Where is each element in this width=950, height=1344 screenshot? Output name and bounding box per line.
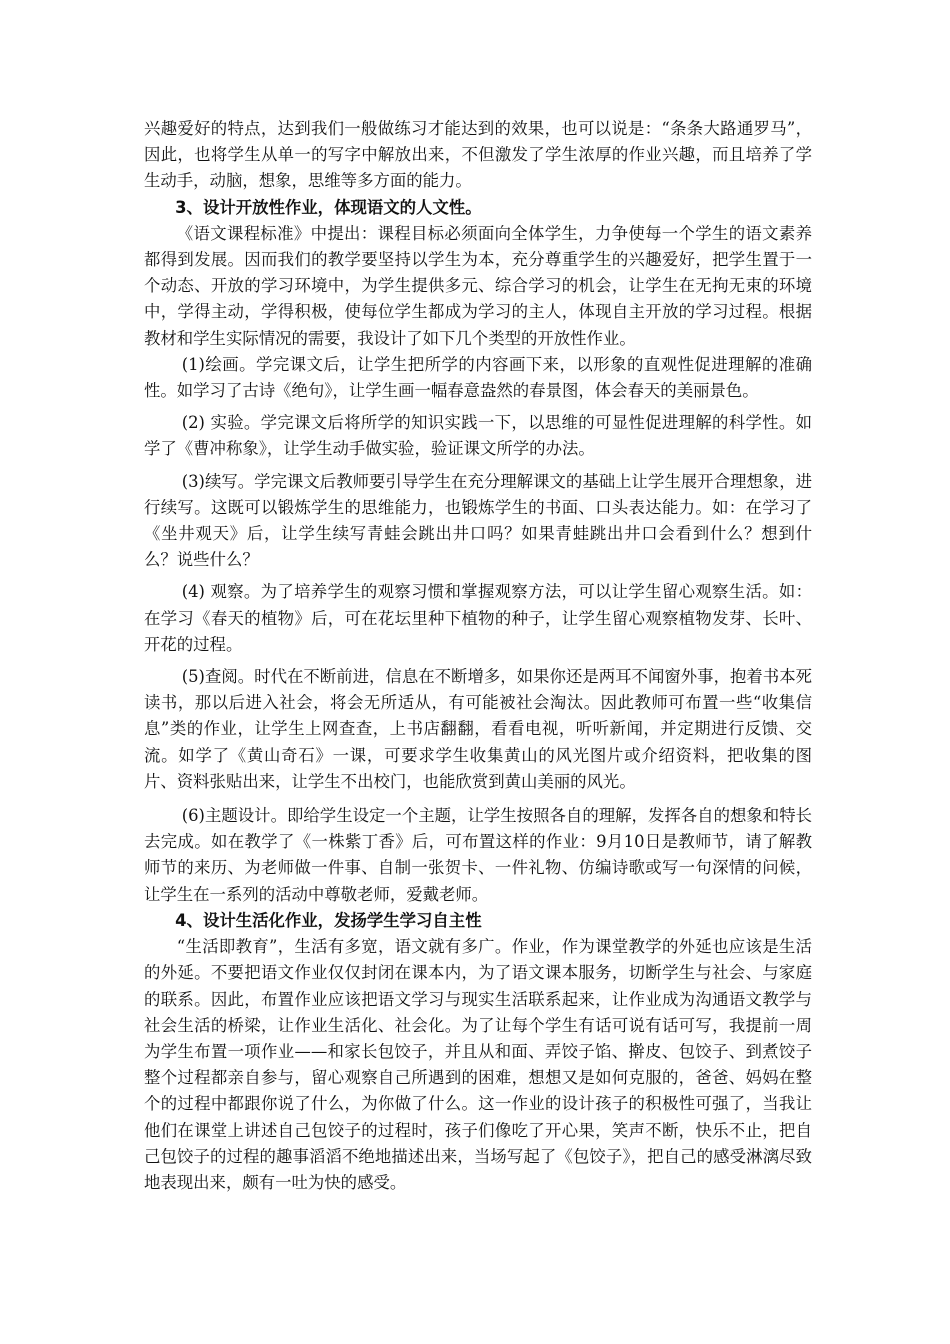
list-item-experiment: (2) 实验。学完课文后将所学的知识实践一下，以思维的可显性促进理解的科学性。如学了《曹冲称象》，让学生动手做实验，验证课文所学的办法。: [144, 413, 812, 459]
paragraph-life-homework: “生活即教育”，生活有多宽，语文就有多广。作业，作为课堂教学的外延也应该是生活的外延。不要把语文作业仅仅封闭在课本内，为了语文课本服务，切断学生与社会、与家庭的联系。因此，布置作业应该把语文学习与现实生活联系起来，让作业成为沟通语文教学与社会生活的桥梁，让作业生活化、社会化。为了让每个学生有话可说有话可写，我提前一周为学生布置一项作业——和家长包饺子，并且从和面、弄饺子馅、擀皮、包饺子、到煮饺子整个过程都亲自参与，留心观察自己所遇到的困难，想想又是如何克服的，爸爸、妈妈在整个的过程中都跟你说了什么，为你做了什么。这一作业的设计孩子的积极性可强了，当我让他们在课堂上讲述自己包饺子的过程时，孩子们像吃了开心果，笑声不断，快乐不止，把自己包饺子的过程的趣事滔滔不绝地描述出来，当场写起了《包饺子》，把自己的感受淋漓尽致地表现出来，颇有一吐为快的感受。: [144, 937, 812, 1192]
list-item-research: (5)查阅。时代在不断前进，信息在不断增多，如果你还是两耳不闻窗外事，抱着书本死读书，那以后进入社会，将会无所适从，有可能被社会淘汰。因此教师可布置一些“收集信息”类的作业，让学生上网查查，上书店翻翻，看看电视，听听新闻，并定期进行反馈、交流。如学了《黄山奇石》一课，可要求学生收集黄山的风光图片或介绍资料，把收集的图片、资料张贴出来，让学生不出校门，也能欣赏到黄山美丽的风光。: [144, 667, 812, 791]
list-item-continuation-writing: (3)续写。学完课文后教师要引导学生在充分理解课文的基础上让学生展开合理想象，进行续写。这既可以锻炼学生的思维能力，也锻炼学生的书面、口头表达能力。如：在学习了《坐井观天》后，让学生续写青蛙会跳出井口吗？如果青蛙跳出井口会看到什么？想到什么？说些什么？: [144, 471, 812, 570]
heading-section-4: 4、设计生活化作业，发扬学生学习自主性: [175, 910, 482, 930]
list-item-theme-design: (6)主题设计。即给学生设定一个主题，让学生按照各自的理解，发挥各自的想象和特长去完成。如在教学了《一株紫丁香》后，可布置这样的作业：9月10日是教师节，请了解教师节的来历、为老师做一件事、自制一张贺卡、一件礼物、仿编诗歌或写一句深情的问候，让学生在一系列的活动中尊敬老师，爱戴老师。: [144, 806, 812, 904]
paragraph-intro: 兴趣爱好的特点，达到我们一般做练习才能达到的效果，也可以说是：“条条大路通罗马”，因此，也将学生从单一的写字中解放出来，不但激发了学生浓厚的作业兴趣，而且培养了学生动手，动脑，想象，思维等多方面的能力。: [144, 119, 812, 191]
paragraph-curriculum-standard: 《语文课程标准》中提出：课程目标必须面向全体学生，力争使每一个学生的语文素养都得到发展。因而我们的教学要坚持以学生为本，充分尊重学生的兴趣爱好，把学生置于一个动态、开放的学习环境中，为学生提供多元、综合学习的机会，让学生在无拘无束的环境中，学得主动，学得积极，使每位学生都成为学习的主人，体现自主开放的学习过程。根据教材和学生实际情况的需要，我设计了如下几个类型的开放性作业。: [144, 223, 812, 348]
list-item-observation: (4) 观察。为了培养学生的观察习惯和掌握观察方法，可以让学生留心观察生活。如：在学习《春天的植物》后，可在花坛里种下植物的种子，让学生留心观察植物发芽、长叶、开花的过程。: [144, 582, 812, 654]
heading-section-3: 3、设计开放性作业，体现语文的人文性。: [175, 197, 482, 217]
list-item-drawing: (1)绘画。学完课文后，让学生把所学的内容画下来，以形象的直观性促进理解的准确性。如学习了古诗《绝句》，让学生画一幅春意盎然的春景图，体会春天的美丽景色。: [144, 354, 812, 401]
document-body: [144, 116, 812, 1196]
